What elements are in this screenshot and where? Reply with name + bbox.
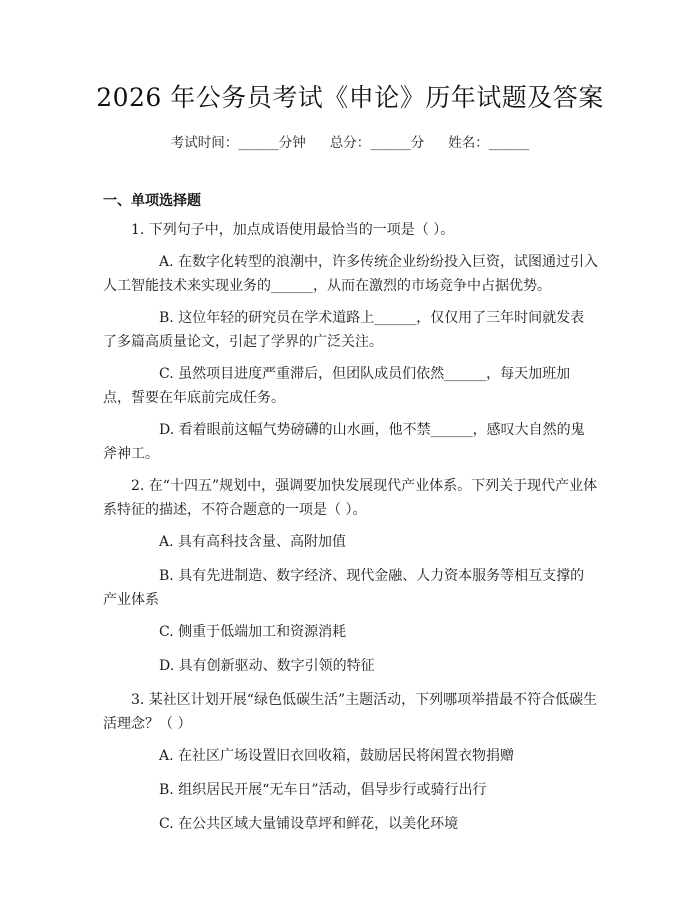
page-title: 2026 年公务员考试《申论》历年试题及答案 [96,83,604,112]
section-heading: 一、单项选择题 [103,193,201,209]
question-2-option-d: D. 具有创新驱动、数字引领的特征 [159,658,375,674]
total-score-field: 总分：______分 [329,135,425,151]
question-3: 3. 某社区计划开展“绿色低碳生活”主题活动，下列哪项举措最不符合低碳生活理念？（ ） [103,692,598,732]
question-3-option-c: C. 在公共区域大量铺设草坪和鲜花，以美化环境 [159,816,459,832]
question-list [103,218,598,846]
exam-meta [0,131,700,151]
name-field: 姓名：______ [448,135,530,151]
question-1-option-c: C. 虽然项目进度严重滞后，但团队成员们依然______，每天加班加点，誓要在年底前完成任务。 [103,366,571,406]
question-2-option-b: B. 具有先进制造、数字经济、现代金融、人力资本服务等相互支撑的产业体系 [103,568,585,608]
question-1-option-a: A. 在数字化转型的浪潮中，许多传统企业纷纷投入巨资，试图通过引入人工智能技术来实现业务的______，从而在激烈的市场竞争中占据优势。 [103,254,599,294]
question-1: 1. 下列句子中，加点成语使用最恰当的一项是（ ）。 [131,222,455,238]
question-1-option-b: B. 这位年轻的研究员在学术道路上______，仅仅用了三年时间就发表了多篇高质量论文，引起了学界的广泛关注。 [103,310,585,350]
question-2-option-c: C. 侧重于低端加工和资源消耗 [159,624,347,640]
question-3-option-b: B. 组织居民开展“无车日”活动，倡导步行或骑行出行 [159,782,487,798]
question-2: 2. 在“十四五”规划中，强调要加快发展现代产业体系。下列关于现代产业体系特征的描述，不符合题意的一项是（ ）。 [103,478,598,518]
exam-time-field: 考试时间：______分钟 [170,135,306,151]
question-3-option-a: A. 在社区广场设置旧衣回收箱，鼓励居民将闲置衣物捐赠 [159,748,515,764]
question-2-option-a: A. 具有高科技含量、高附加值 [159,534,347,550]
question-1-option-d: D. 看着眼前这幅气势磅礴的山水画，他不禁______，感叹大自然的鬼斧神工。 [103,422,585,462]
